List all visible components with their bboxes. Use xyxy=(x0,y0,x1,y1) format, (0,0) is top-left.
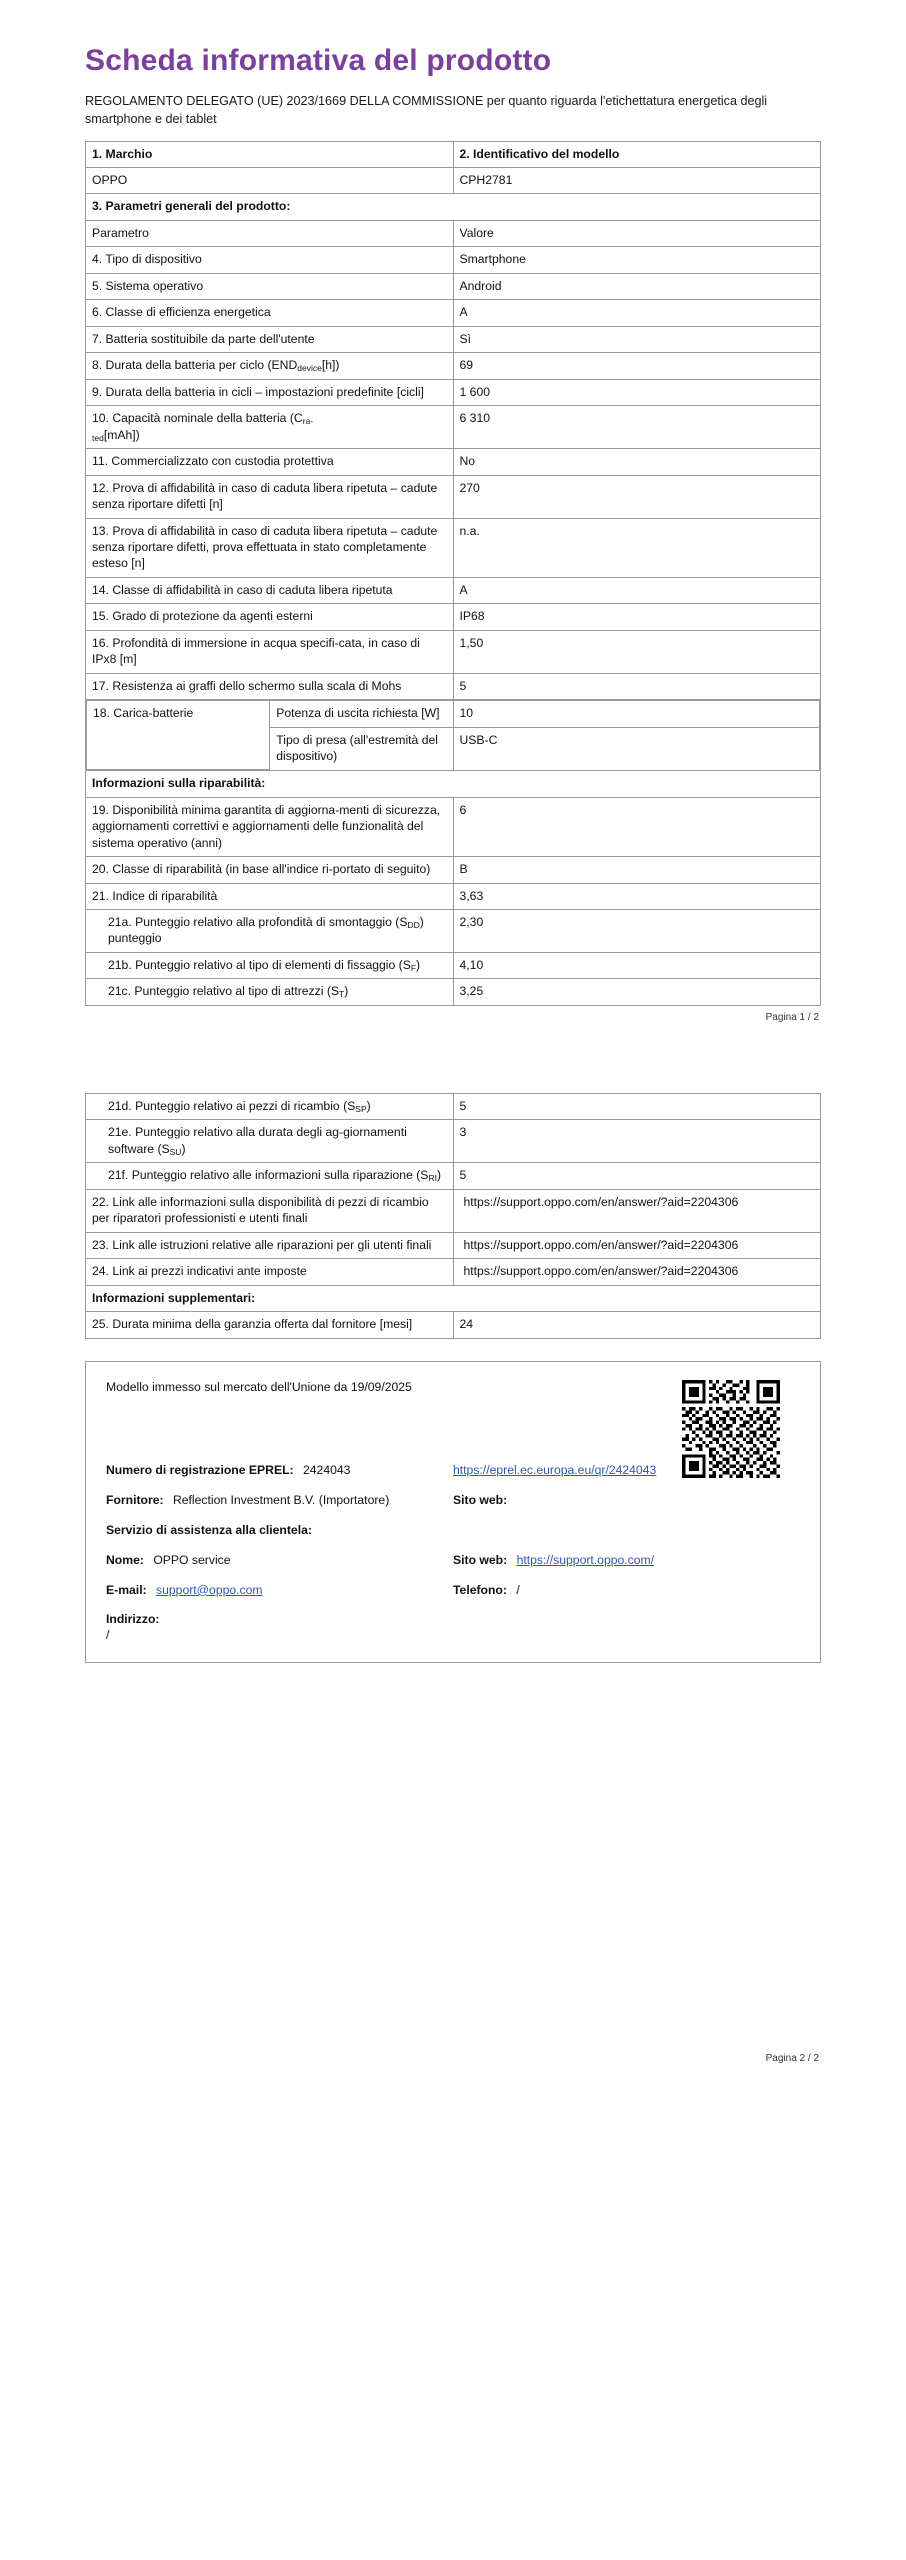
row-label: 6. Classe di efficienza energetica xyxy=(86,300,454,326)
supplementary-header: Informazioni supplementari: xyxy=(86,1285,821,1311)
row-label: 21d. Punteggio relativo ai pezzi di ricambio $(S_{SP})$ xyxy=(86,1093,454,1119)
address-value: / xyxy=(106,1627,110,1642)
market-date: Modello immesso sul mercato dell'Unione da 19/09/2025 xyxy=(106,1379,412,1394)
table-row xyxy=(86,353,821,379)
page-title: Scheda informativa del prodotto xyxy=(85,44,552,77)
row-value: 1,50 xyxy=(453,630,821,673)
table-row xyxy=(86,194,821,220)
row-label: 10. Capacità nominale della batteria $(C_{ra- ted}[mAh])$ xyxy=(86,406,454,449)
row-label: 19. Disponibilità minima garantita di aggiorna-menti di sicurezza, aggiornamenti correttivi e aggiornamenti delle funzionalità del sistema operativo (anni) xyxy=(86,797,454,856)
row-value: https://support.oppo.com/en/answer/?aid=2204306 xyxy=(453,1259,821,1285)
charger-sub-value: USB-C xyxy=(453,727,820,769)
product-info-table-page2 xyxy=(85,1093,821,1339)
row-label: 17. Resistenza ai graffi dello schermo sulla scala di Mohs xyxy=(86,673,454,699)
table-row xyxy=(86,141,821,167)
row-label: 11. Commercializzato con custodia protettiva xyxy=(86,449,454,475)
row-value: IP68 xyxy=(453,604,821,630)
col-header-value: Valore xyxy=(453,220,821,246)
charger-sub-label: Potenza di uscita richiesta [W] xyxy=(270,701,453,727)
supplier-info-box xyxy=(85,1361,821,1663)
repairability-header: Informazioni sulla riparabilità: xyxy=(86,771,821,797)
table-row xyxy=(86,630,821,673)
page-1-footer: Pagina 1 / 2 xyxy=(765,1011,819,1023)
row-value: 5 xyxy=(453,673,821,699)
brand-label: 1. Marchio xyxy=(86,141,454,167)
table-row xyxy=(86,1163,821,1189)
row-value: 5 xyxy=(453,1163,821,1189)
table-row xyxy=(86,577,821,603)
row-value: A xyxy=(453,577,821,603)
row-label: 16. Profondità di immersione in acqua specifi-cata, in caso di IPx8 [m] xyxy=(86,630,454,673)
page-2-footer: Pagina 2 / 2 xyxy=(765,2052,819,2064)
row-value: 3,25 xyxy=(453,979,821,1005)
table-row xyxy=(86,247,821,273)
row-value: 4,10 xyxy=(453,952,821,978)
row-value: 270 xyxy=(453,475,821,518)
row-label: 4. Tipo di dispositivo xyxy=(86,247,454,273)
row-value: Smartphone xyxy=(453,247,821,273)
table-row xyxy=(86,952,821,978)
row-value: 3 xyxy=(453,1120,821,1163)
row-value: 69 xyxy=(453,353,821,379)
table-row xyxy=(86,449,821,475)
row-value: Android xyxy=(453,273,821,299)
table-row xyxy=(86,1312,821,1338)
charger-subtable xyxy=(86,700,820,770)
name-label: Nome: xyxy=(106,1552,144,1567)
charger-label: 18. Carica-batterie xyxy=(87,701,270,770)
address-label: Indirizzo: xyxy=(106,1611,160,1626)
table-row xyxy=(86,1285,821,1311)
row-label: 22. Link alle informazioni sulla disponibilità di pezzi di ricambio per riparatori professionisti e utenti finali xyxy=(86,1189,454,1232)
row-label: 21c. Punteggio relativo al tipo di attrezzi $(S_T)$ xyxy=(86,979,454,1005)
address-block xyxy=(106,1612,800,1642)
row-value: 6 310 xyxy=(453,406,821,449)
table-row xyxy=(86,857,821,883)
supplier-value: Reflection Investment B.V. (Importatore) xyxy=(172,1492,390,1507)
row-label: 25. Durata minima della garanzia offerta dal fornitore [mesi] xyxy=(86,1312,454,1338)
row-label: 24. Link ai prezzi indicativi ante imposte xyxy=(86,1259,454,1285)
row-label: 9. Durata della batteria in cicli – impostazioni predefinite [cicli] xyxy=(86,379,454,405)
row-value: 6 xyxy=(453,797,821,856)
model-value: CPH2781 xyxy=(453,167,821,193)
row-label: 21b. Punteggio relativo al tipo di elementi di fissaggio $(S_F)$ xyxy=(86,952,454,978)
row-label: 8. Durata della batteria per ciclo $(END_{device}[h])$ xyxy=(86,353,454,379)
row-value: A xyxy=(453,300,821,326)
row-value: B xyxy=(453,857,821,883)
table-row-charger xyxy=(86,700,821,771)
table-row xyxy=(86,167,821,193)
table-row xyxy=(86,326,821,352)
row-label: 12. Prova di affidabilità in caso di caduta libera ripetuta – cadute senza riportare difetti [n] xyxy=(86,475,454,518)
row-label: 13. Prova di affidabilità in caso di caduta libera ripetuta – cadute senza riportare difetti, prova effettuata in stato completamente esteso [n] xyxy=(86,518,454,577)
row-value: https://support.oppo.com/en/answer/?aid=2204306 xyxy=(453,1232,821,1258)
email-link[interactable]: support@oppo.com xyxy=(156,1582,263,1597)
table-row xyxy=(86,604,821,630)
row-value: 24 xyxy=(453,1312,821,1338)
row-label: 23. Link alle istruzioni relative alle riparazioni per gli utenti finali xyxy=(86,1232,454,1258)
general-params-header: 3. Parametri generali del prodotto: xyxy=(86,194,821,220)
table-row xyxy=(86,518,821,577)
eprel-value: 2424043 xyxy=(302,1462,351,1477)
document-page-2 xyxy=(0,1093,906,2064)
row-value: n.a. xyxy=(453,518,821,577)
row-label: 21e. Punteggio relativo alla durata degli ag-giornamenti software $(S_{SU})$ xyxy=(86,1120,454,1163)
site-label: Sito web: xyxy=(453,1552,508,1567)
table-row xyxy=(87,701,820,727)
table-row xyxy=(86,1189,821,1232)
charger-sub-label: Tipo di presa (all'estremità del dispositivo) xyxy=(270,727,453,769)
supplier-label: Fornitore: xyxy=(106,1492,164,1507)
eprel-label: Numero di registrazione EPREL: xyxy=(106,1462,294,1477)
site-link[interactable]: https://support.oppo.com/ xyxy=(516,1552,655,1567)
brand-value: OPPO xyxy=(86,167,454,193)
supplier-row xyxy=(106,1492,800,1509)
row-label: 5. Sistema operativo xyxy=(86,273,454,299)
table-row xyxy=(86,883,821,909)
phone-value: / xyxy=(516,1582,520,1597)
row-value: No xyxy=(453,449,821,475)
regulation-intro: REGOLAMENTO DELEGATO (UE) 2023/1669 DELLA COMMISSIONE per quanto riguarda l'etichettatura energetica degli smartphone e dei tablet xyxy=(85,94,768,127)
service-header-row xyxy=(106,1522,800,1539)
phone-label: Telefono: xyxy=(453,1582,507,1597)
table-row xyxy=(86,1259,821,1285)
customer-service-header: Servizio di assistenza alla clientela: xyxy=(106,1522,312,1537)
supplier-site-label: Sito web: xyxy=(453,1492,508,1507)
table-row xyxy=(86,673,821,699)
table-row xyxy=(86,475,821,518)
table-row xyxy=(86,1093,821,1119)
col-header-parameter: Parametro xyxy=(86,220,454,246)
table-row xyxy=(86,379,821,405)
table-row xyxy=(86,220,821,246)
row-value: 3,63 xyxy=(453,883,821,909)
row-value: 5 xyxy=(453,1093,821,1119)
row-value: 2,30 xyxy=(453,910,821,953)
table-row xyxy=(86,300,821,326)
row-label: 21f. Punteggio relativo alle informazioni sulla riparazione $(S_{RI})$ xyxy=(86,1163,454,1189)
qr-code-icon xyxy=(682,1380,780,1478)
row-label: 20. Classe di riparabilità (in base all'indice ri-portato di seguito) xyxy=(86,857,454,883)
service-name-row xyxy=(106,1552,800,1569)
service-contact-row xyxy=(106,1582,800,1599)
charger-sub-value: 10 xyxy=(453,701,820,727)
email-label: E-mail: xyxy=(106,1582,147,1597)
name-value: OPPO service xyxy=(153,1552,231,1567)
row-value: https://support.oppo.com/en/answer/?aid=2204306 xyxy=(453,1189,821,1232)
table-row xyxy=(86,1120,821,1163)
row-label: 15. Grado di protezione da agenti esterni xyxy=(86,604,454,630)
eprel-link[interactable]: https://eprel.ec.europa.eu/qr/2424043 xyxy=(453,1462,657,1477)
row-value: 1 600 xyxy=(453,379,821,405)
page-separator xyxy=(0,1023,906,1093)
model-label: 2. Identificativo del modello xyxy=(453,141,821,167)
row-label: 7. Batteria sostituibile da parte dell'utente xyxy=(86,326,454,352)
product-info-table xyxy=(85,141,821,1006)
table-row xyxy=(86,771,821,797)
table-row xyxy=(86,406,821,449)
table-row xyxy=(86,1232,821,1258)
table-row xyxy=(86,797,821,856)
table-row xyxy=(86,979,821,1005)
row-value: Sì xyxy=(453,326,821,352)
row-label: 14. Classe di affidabilità in caso di caduta libera ripetuta xyxy=(86,577,454,603)
table-row xyxy=(86,910,821,953)
row-label: 21a. Punteggio relativo alla profondità di smontaggio $(S_{DD})$ punteggio xyxy=(86,910,454,953)
document-page-1 xyxy=(0,0,906,1023)
table-row xyxy=(86,273,821,299)
row-label: 21. Indice di riparabilità xyxy=(86,883,454,909)
